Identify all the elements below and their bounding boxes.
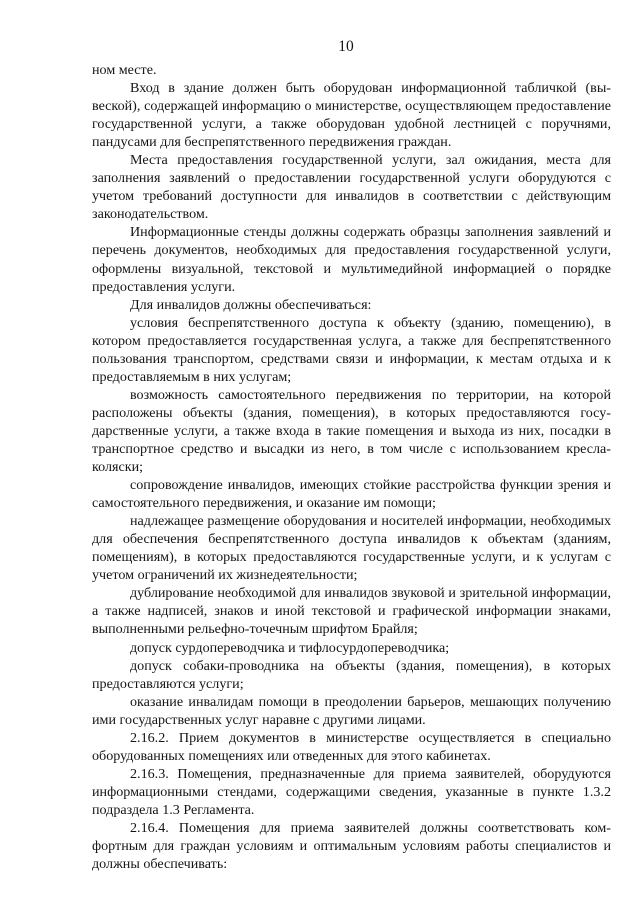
paragraph-section-2-16-4: 2.16.4. Помещения для приема заявителей должны соответствовать комфортным для граждан условиям и оптимальным условиям работы специалистов и должны обеспечивать:: [92, 819, 611, 873]
list-item-access-conditions: условия беспрепятственного доступа к объекту (зданию, помещению), в котором предоставляется государственная услуга, а также для беспрепятственного пользования транспортом, средствами связи и информации, к местам отдыха и к предоставляемым в них услугам;: [92, 314, 611, 385]
page-number: 10: [338, 38, 354, 55]
document-body: [92, 61, 611, 873]
paragraph-service-places: Места предоставления государственной услуги, зал ожидания, места для заполнения заявлений о предоставлении государственной услуги оборудуются с учетом требований доступности для инвалидов в соответствии с действующим законодательством.: [92, 152, 611, 223]
paragraph-disabled-intro: Для инвалидов должны обеспечиваться:: [130, 296, 372, 313]
paragraph-continuation: ном месте.: [92, 62, 157, 78]
list-item-accompaniment: сопровождение инвалидов, имеющих стойкие расстройства функции зрения и самостоятельного передвижения, и оказание им помощи;: [92, 477, 611, 512]
paragraph-section-2-16-3: 2.16.3. Помещения, предназначенные для приема заявителей, оборудуются информационными стендами, содержащими сведения, указанные в пункте 1.3.2 подраздела 1.3 Регламента.: [92, 765, 611, 818]
paragraph-section-2-16-2: 2.16.2. Прием документов в министерстве осуществляется в специально оборудованных помещениях или отведенных для этого кабинетах.: [92, 729, 611, 764]
list-item-information-duplication: дублирование необходимой для инвалидов звуковой и зрительной информации, а также надписей, знаков и иной текстовой и графической информации знаками, выполненными рельефно-точечным шрифтом Брайля;: [92, 585, 611, 638]
list-item-sign-interpreter: допуск сурдопереводчика и тифлосурдопереводчика;: [130, 639, 450, 656]
list-item-guide-dog: допуск собаки-проводника на объекты (здания, помещения), в которых предоставляются услуги;: [92, 657, 611, 692]
list-item-independent-movement: возможность самостоятельного передвижения по территории, на которой расположены объекты (здания, помещения), в которых предоставляются государственные услуги, а также входа в такие помещения и выхода из них, посадки в транспортное средство и высадки из него, в том числе с использованием кресла-коляски;: [92, 386, 611, 476]
paragraph-building-entrance: Вход в здание должен быть оборудован информационной табличкой (вывеской), содержащей информацию о министерстве, осуществляющем предоставление государственной услуги, а также оборудован удобной лестницей с поручнями, пандусами для беспрепятственного передвижения граждан.: [92, 80, 611, 151]
paragraph-info-stands: Информационные стенды должны содержать образцы заполнения заявлений и перечень документов, необходимых для предоставления государственной услуги, оформлены визуальной, текстовой и мультимедийной информацией о порядке предоставления услуги.: [92, 224, 611, 295]
list-item-equipment-placement: надлежащее размещение оборудования и носителей информации, необходимых для обеспечения беспрепятственного доступа инвалидов к объектам (зданиям, помещениям), в которых предоставляются государственные услуги, и к услугам с учетом ограничений их жизнедеятельности;: [92, 513, 611, 584]
list-item-barrier-assistance: оказание инвалидам помощи в преодолении барьеров, мешающих получению ими государственных услуг наравне с другими лицами.: [92, 693, 611, 728]
